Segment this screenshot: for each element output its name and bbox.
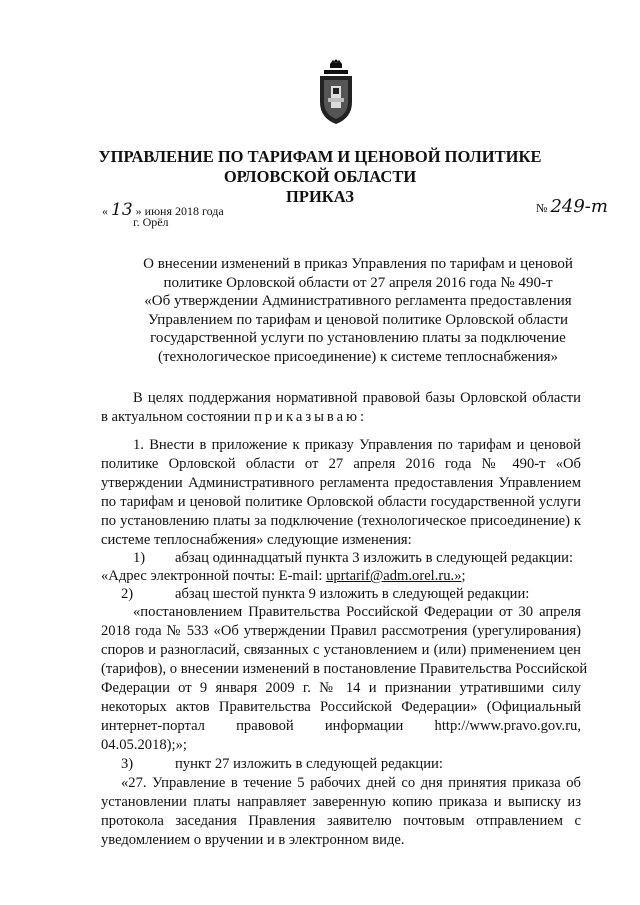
paragraph-line: по тарифам и ценовой политике Орловской области государственной услуги: [101, 494, 581, 510]
subject-line: О внесении изменений в приказ Управления по тарифам и ценовой: [143, 256, 573, 272]
order-city: г. Орёл: [133, 215, 169, 229]
coat-of-arms-icon: [316, 58, 356, 126]
quote-line: «постановлением Правительства Российской Федерации от 30 апреля: [133, 604, 581, 620]
order-day-handwritten: 13: [111, 200, 133, 220]
order-date: « 13 » июня 2018 года: [102, 200, 224, 220]
quote-line: 2018 года № 533 «Об утверждении Правил рассмотрения (урегулирования): [101, 623, 581, 639]
quote-line: интернет-портал правовой информации http://www.pravo.gov.ru,: [101, 718, 581, 734]
quote-line: «27. Управление в течение 5 рабочих дней со дня принятия приказа об: [121, 775, 581, 791]
agency-name: УПРАВЛЕНИЕ ПО ТАРИФАМ И ЦЕНОВОЙ ПОЛИТИКЕ: [98, 147, 542, 166]
subject-line: политике Орловской области от 27 апреля 2016 года № 490-т: [163, 274, 553, 291]
order-verb: приказываю:: [254, 409, 368, 425]
item-text: пункт 27 изложить в следующей редакции:: [175, 756, 443, 772]
preamble-line: в актуальном состоянии приказываю:: [101, 409, 368, 425]
paragraph-line: утверждении Административного регламента предоставления Управлением: [101, 475, 581, 491]
item-text: абзац шестой пункта 9 изложить в следующей редакции:: [175, 586, 530, 602]
quote-line: Федерации от 9 января 2009 г. № 14 и признании утратившими силу: [101, 680, 581, 696]
item-number: 1): [133, 550, 146, 566]
email-link[interactable]: uprtarif@adm.orel.ru.»: [326, 568, 462, 584]
agency-region: ОРЛОВСКОЙ ОБЛАСТИ: [223, 167, 417, 186]
order-number: № 249-т: [536, 196, 608, 217]
item-text: абзац одиннадцатый пункта 3 изложить в следующей редакции:: [175, 550, 574, 566]
quote-line: протокола заседания Правления заявителю почтовым отправлением с: [101, 813, 581, 829]
paragraph-line: системе теплоснабжения» следующие изменения:: [101, 532, 412, 548]
subject-line: Управлением по тарифам и ценовой политике Орловской области: [148, 311, 568, 328]
preamble-line: В целях поддержания нормативной правовой базы Орловской области: [133, 390, 581, 406]
quote-line: споров и разногласий, связанных с установлением и (или) применением цен: [101, 642, 581, 658]
quote-line: (тарифов), о внесении изменений в постановление Правительства Российской: [101, 661, 588, 677]
order-number-handwritten: 249-т: [550, 196, 608, 217]
quote-line: установлении платы направляет заверенную копию приказа и выписку из: [101, 794, 581, 810]
paragraph-line: политике Орловской области от 27 апреля 2016 года № 490-т «Об: [101, 456, 581, 472]
item-number: 2): [121, 586, 134, 602]
quote-line: «Адрес электронной почты: E-mail: uprtarif@adm.orel.ru.»;: [101, 568, 466, 584]
quote-line: уведомлением о вручении и в электронном виде.: [101, 832, 405, 848]
quote-line: 04.05.2018);»;: [101, 737, 187, 753]
paragraph-line: 1. Внести в приложение к приказу Управления по тарифам и ценовой: [133, 437, 581, 453]
subject-line: «Об утверждении Административного регламента предоставления: [144, 293, 572, 309]
subject-line: государственной услуги по установлению платы за подключение: [150, 330, 566, 346]
item-number: 3): [121, 756, 134, 772]
quote-line: некоторых актов Правительства Российской Федерации» (Официальный: [101, 699, 581, 715]
paragraph-line: по установлению платы за подключение (технологическое присоединение) к: [101, 513, 581, 529]
subject-line: (технологическое присоединение) к системе теплоснабжения»: [158, 348, 558, 365]
document-type: ПРИКАЗ: [286, 187, 354, 206]
order-subject: [140, 255, 576, 366]
